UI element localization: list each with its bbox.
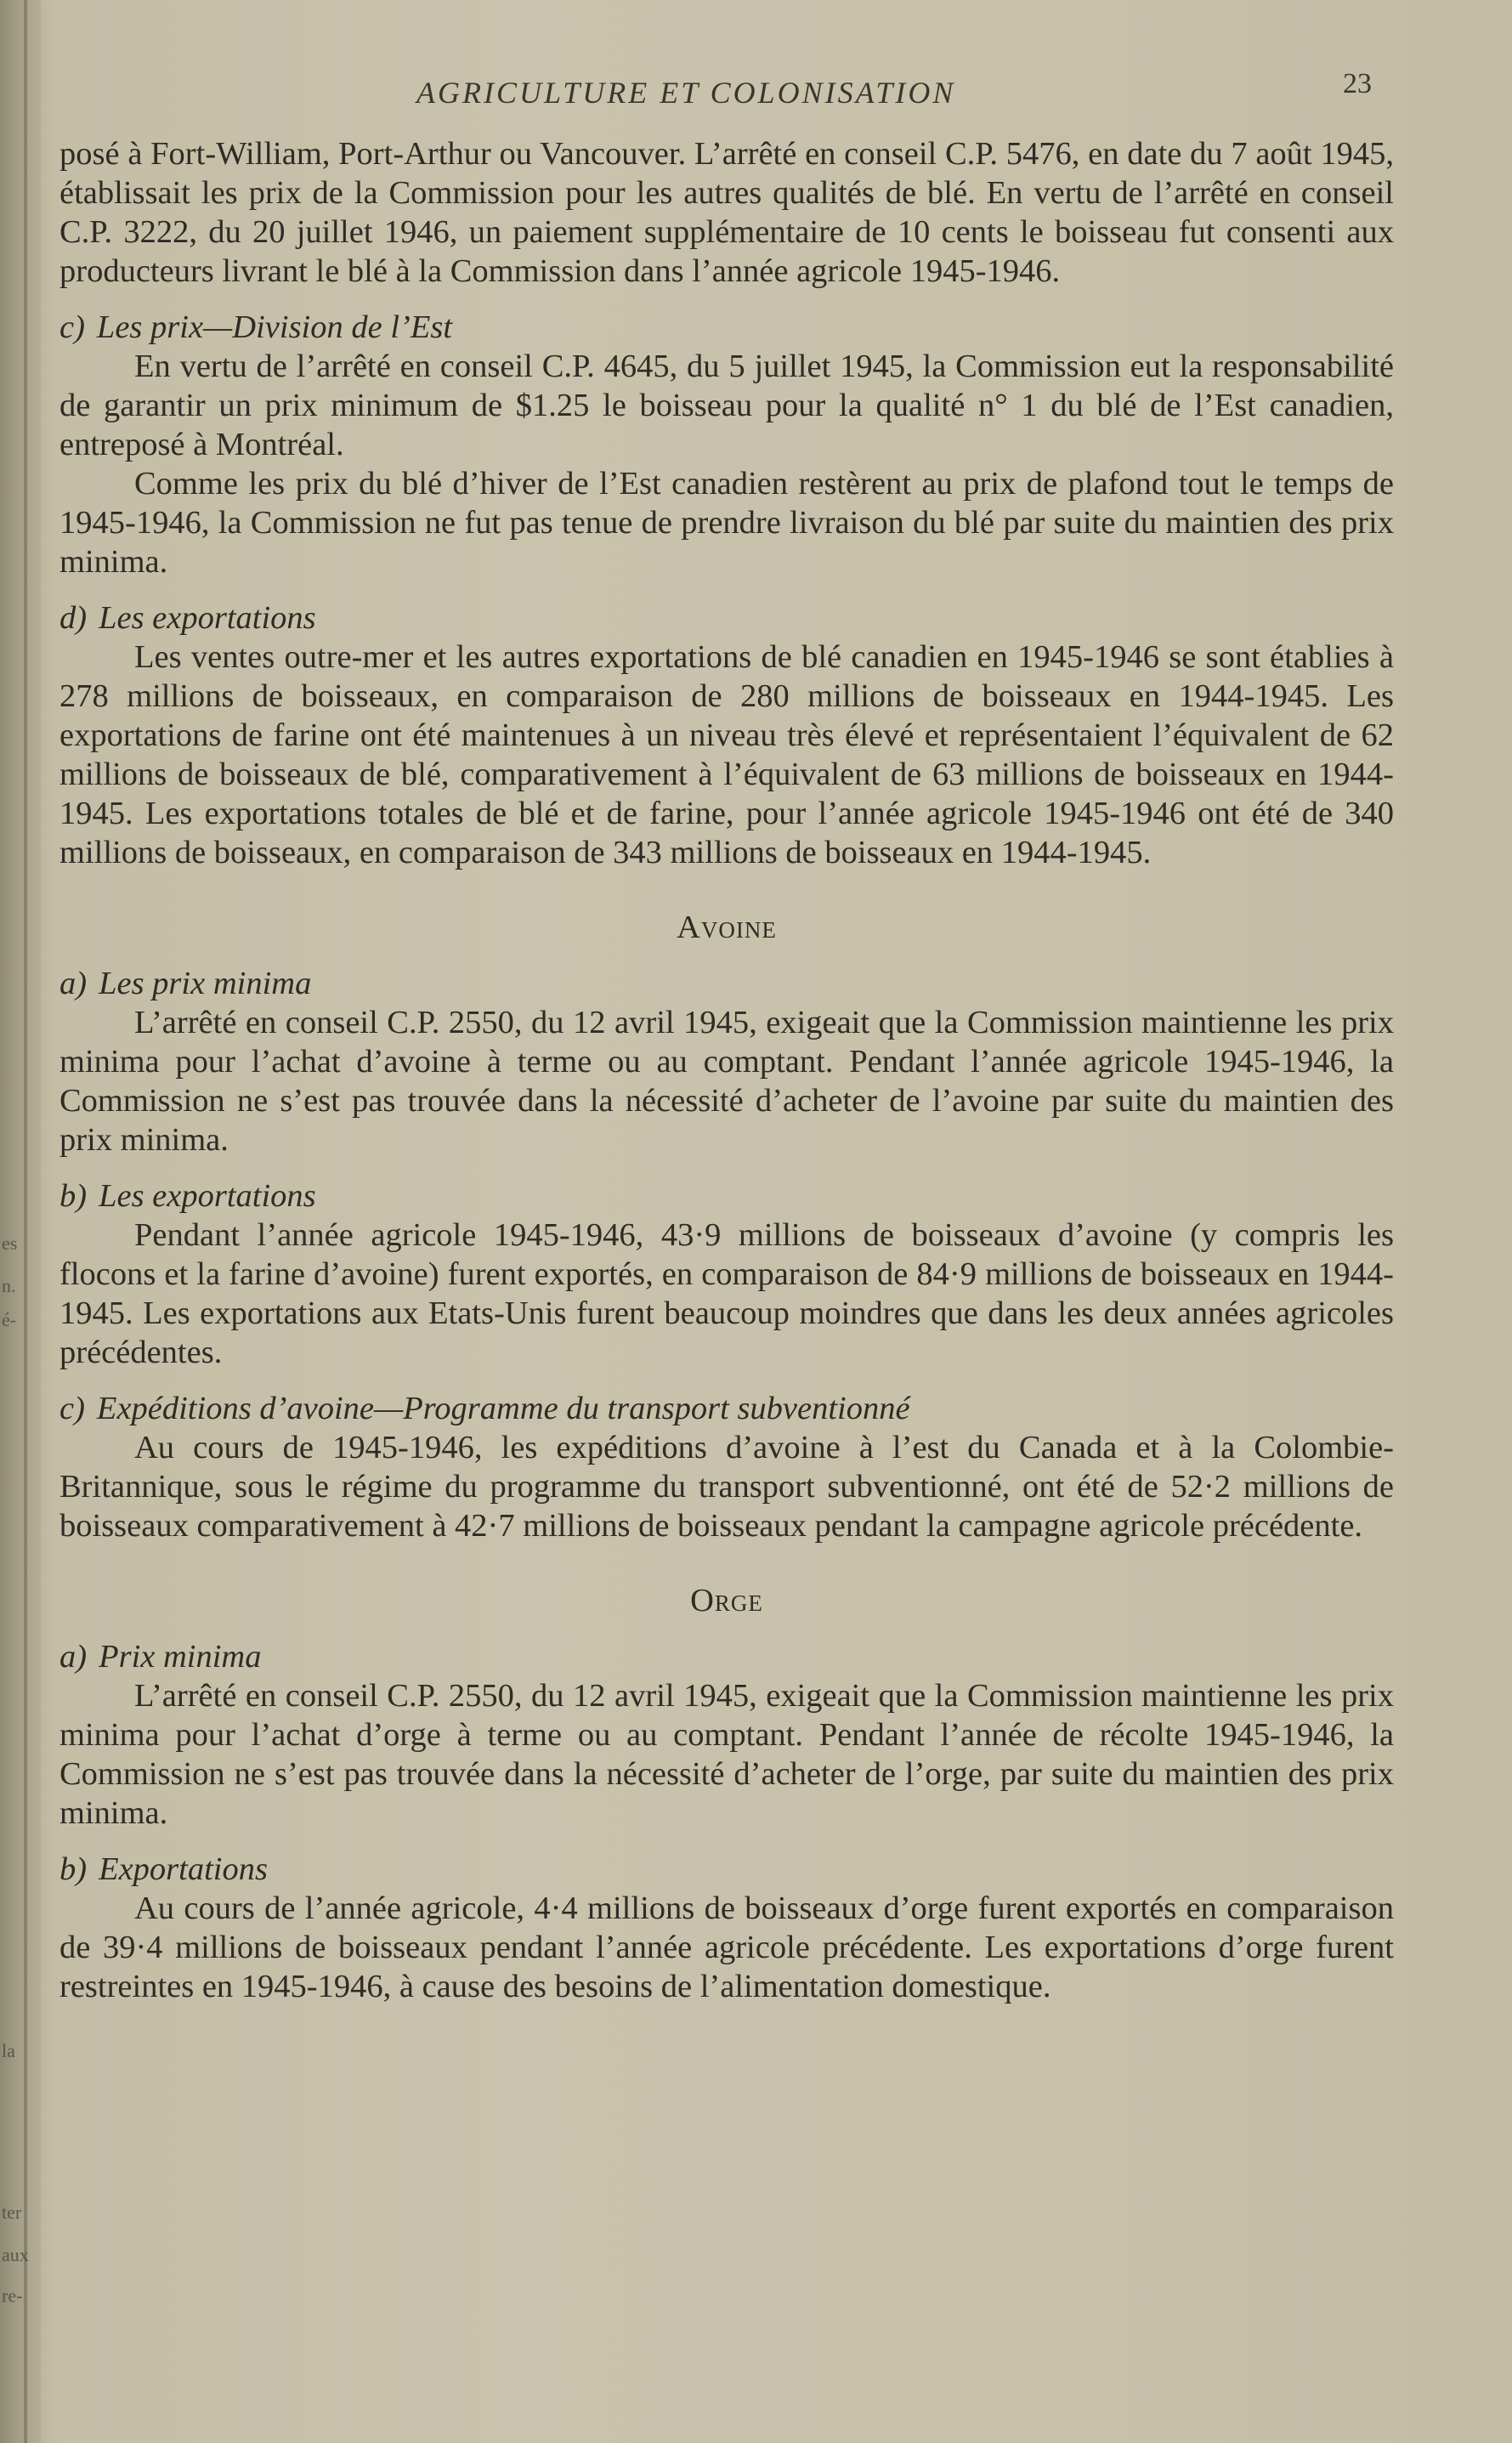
subsection-title: Les prix minima (99, 966, 312, 1001)
page-number: 23 (1343, 68, 1372, 99)
subsection-letter: b) (59, 1851, 88, 1887)
gutter-fragment: é- (2, 1309, 17, 1330)
paragraph: En vertu de l’arrêté en conseil C.P. 4645, du 5 juillet 1945, la Commission eut la responsabilité de garantir un prix minimum de $1.25 le boisseau pour la qualité n° 1 du blé de l’Est canadien, entreposé à Montréal. (59, 349, 1394, 462)
paragraph: Les ventes outre-mer et les autres exportations de blé canadien en 1945-1946 se sont établies à 278 millions de boisseaux, en comparaison de 280 millions de boisseaux en 1944-1945. Les exportations de farine ont été maintenues à un niveau très élevé et représentaient l’équivalent de 62 millions de boisseaux de blé, comparativement à l’équivalent de 63 millions de boisseaux en 1944-1945. Les exportations totales de blé et de farine, pour l’année agricole 1945-1946 ont été de 340 millions de boisseaux, en comparaison de 343 millions de boisseaux en 1944-1945. (59, 639, 1394, 870)
subsection-letter: b) (59, 1178, 88, 1214)
paragraph: Au cours de l’année agricole, 4·4 millions de boisseaux d’orge furent exportés en comparaison de 39·4 millions de boisseaux pendant l’année agricole précédente. Les exportations d’orge furent restreintes en 1945-1946, à cause des besoins de l’alimentation domestique. (59, 1890, 1394, 2004)
gutter-fragment: n. (2, 1275, 16, 1296)
subsection-letter: c) (59, 1391, 85, 1426)
subsection-letter: c) (59, 309, 85, 345)
paragraph: L’arrêté en conseil C.P. 2550, du 12 avril 1945, exigeait que la Commission maintienne les prix minima pour l’achat d’avoine à terme ou au comptant. Pendant l’année agricole 1945-1946, la Commission ne s’est pas trouvée dans la nécessité d’acheter de l’avoine par suite du maintien des prix minima. (59, 1005, 1394, 1158)
gutter-fragment: re- (2, 2285, 23, 2306)
subsection-heading (59, 1389, 1394, 1428)
gutter-edge-line (24, 0, 27, 2443)
subsection-title: Les prix—Division de l’Est (96, 309, 453, 345)
subsection-letter: a) (59, 966, 88, 1001)
subsection-heading (59, 964, 1394, 1003)
subsection-letter: d) (59, 600, 88, 636)
subsection-title: Expéditions d’avoine—Programme du transport subventionné (96, 1391, 910, 1426)
binding-gutter (0, 0, 41, 2443)
subsection-heading (59, 1176, 1394, 1216)
gutter-fragment: es (2, 1233, 18, 1254)
subsection-title: Les exportations (99, 1178, 316, 1214)
paragraph: Au cours de 1945-1946, les expéditions d’avoine à l’est du Canada et à la Colombie-Britannique, sous le régime du programme du transport subventionné, ont été de 52·2 millions de boisseaux comparativement à 42·7 millions de boisseaux pendant la campagne agricole précédente. (59, 1430, 1394, 1544)
page-body (59, 134, 1394, 2006)
gutter-fragment: la (2, 2040, 15, 2061)
paragraph: posé à Fort-William, Port-Arthur ou Vancouver. L’arrêté en conseil C.P. 5476, en date du 7 août 1945, établissait les prix de la Commission pour les autres qualités de blé. En vertu de l’arrêté en conseil C.P. 3222, du 20 juillet 1946, un paiement supplémentaire de 10 cents le boisseau fut consenti aux producteurs livrant le blé à la Commission dans l’année agricole 1945-1946. (59, 136, 1394, 289)
subsection-title: Prix minima (99, 1639, 262, 1675)
paragraph: Comme les prix du blé d’hiver de l’Est canadien restèrent au prix de plafond tout le temps de 1945-1946, la Commission ne fut pas tenue de prendre livraison du blé par suite du maintien des prix minima. (59, 466, 1394, 580)
paragraph: L’arrêté en conseil C.P. 2550, du 12 avril 1945, exigeait que la Commission maintienne les prix minima pour l’achat d’orge à terme ou au comptant. Pendant l’année de récolte 1945-1946, la Commission ne s’est pas trouvée dans la nécessité d’acheter de l’orge, par suite du maintien des prix minima. (59, 1678, 1394, 1831)
running-head: AGRICULTURE ET COLONISATION (416, 76, 956, 110)
gutter-fragment: aux (2, 2244, 29, 2265)
subsection-heading (59, 308, 1394, 347)
subsection-title: Exportations (99, 1851, 268, 1887)
subsection-heading (59, 1850, 1394, 1889)
subsection-letter: a) (59, 1639, 88, 1675)
subsection-heading (59, 598, 1394, 638)
section-title-orge: Orge (690, 1583, 763, 1618)
section-title-avoine: Avoine (677, 910, 777, 945)
paragraph: Pendant l’année agricole 1945-1946, 43·9 millions de boisseaux d’avoine (y compris les flocons et la farine d’avoine) furent exportés, en comparaison de 84·9 millions de boisseaux en 1944-1945. Les exportations aux Etats-Unis furent beaucoup moindres que dans les deux années agricoles précédentes. (59, 1217, 1394, 1370)
subsection-title: Les exportations (99, 600, 316, 636)
gutter-fragment: ter (2, 2202, 22, 2223)
subsection-heading (59, 1637, 1394, 1676)
